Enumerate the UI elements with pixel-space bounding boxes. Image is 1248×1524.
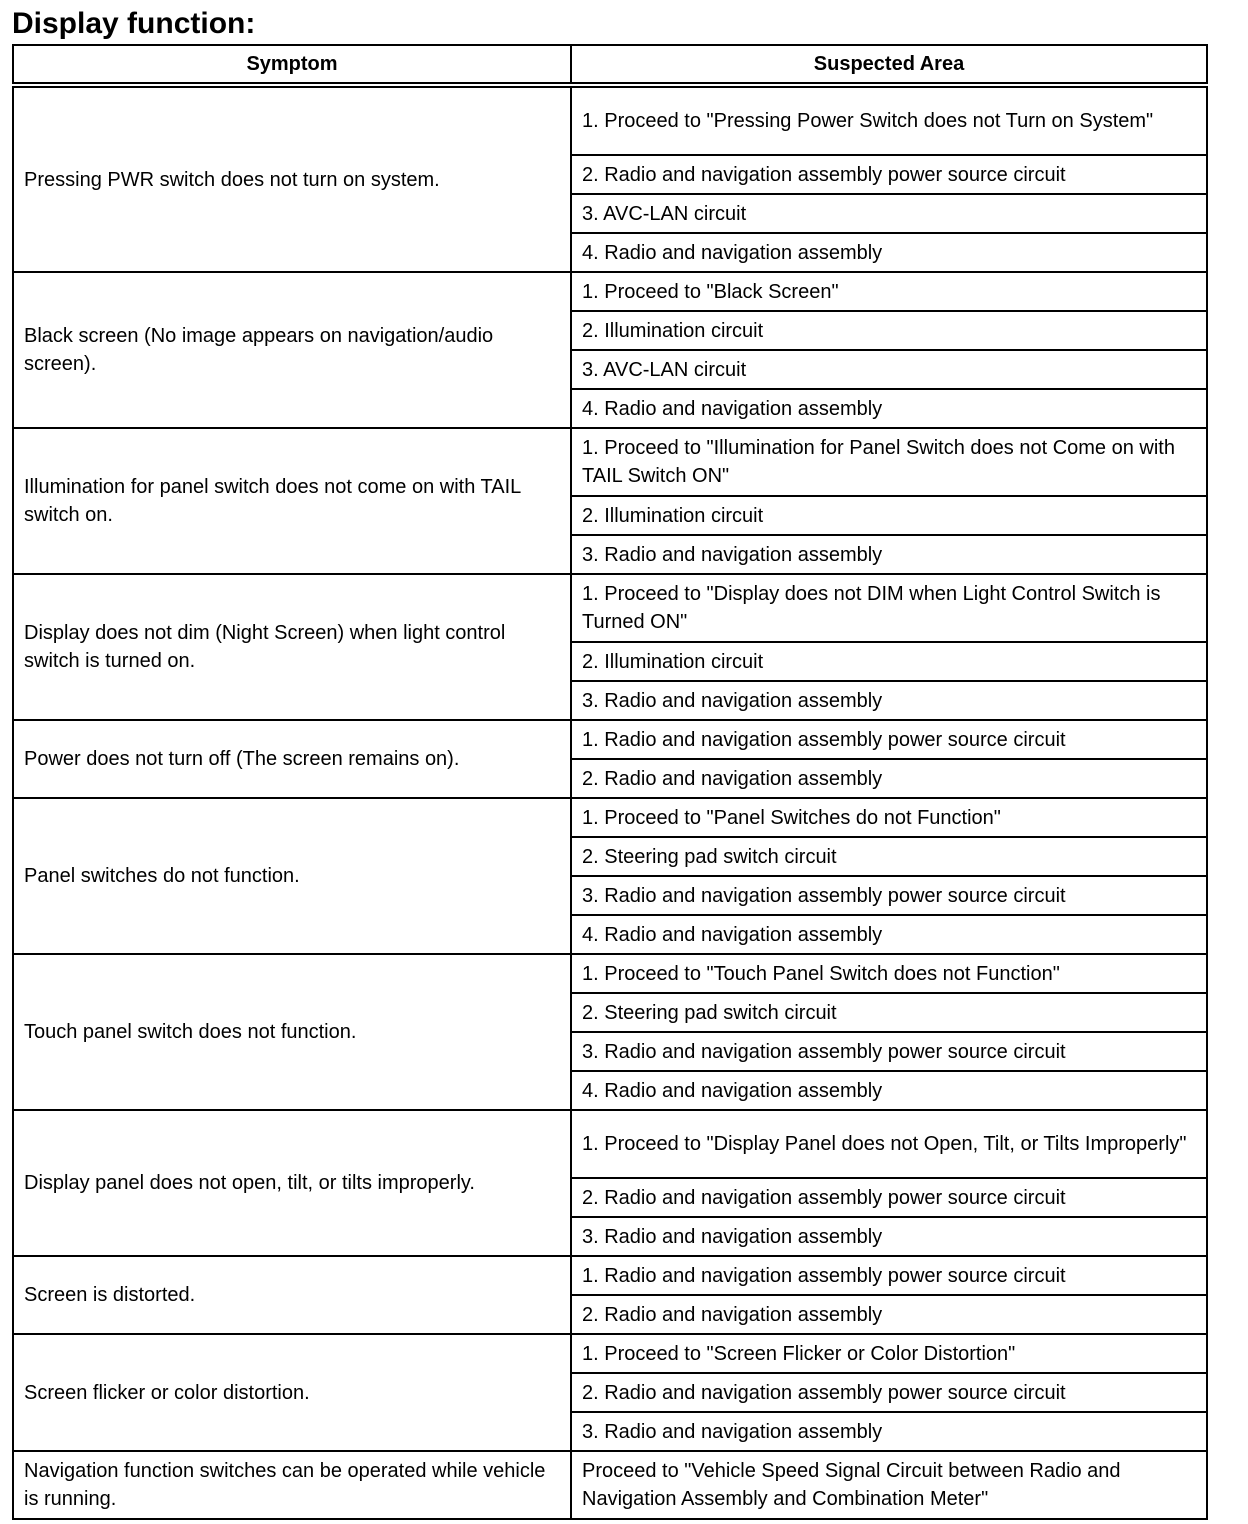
table-header-row (13, 45, 1207, 85)
suspected-area-cell: 3. AVC-LAN circuit (571, 350, 1207, 389)
suspected-area-cell: 3. Radio and navigation assembly (571, 681, 1207, 720)
symptom-cell: Pressing PWR switch does not turn on system. (13, 85, 571, 272)
symptom-cell: Navigation function switches can be operated while vehicle is running. (13, 1451, 571, 1519)
suspected-area-cell: 2. Radio and navigation assembly power source circuit (571, 1178, 1207, 1217)
suspected-area-cell: 1. Radio and navigation assembly power source circuit (571, 720, 1207, 759)
suspected-area-cell: 2. Illumination circuit (571, 311, 1207, 350)
table-row (13, 720, 1207, 759)
table-row (13, 272, 1207, 311)
symptom-cell: Screen is distorted. (13, 1256, 571, 1334)
suspected-area-cell: 3. Radio and navigation assembly power source circuit (571, 1032, 1207, 1071)
suspected-area-cell: 3. Radio and navigation assembly (571, 1412, 1207, 1451)
suspected-area-cell: 2. Illumination circuit (571, 496, 1207, 535)
table-body (13, 85, 1207, 1519)
suspected-area-cell: 2. Steering pad switch circuit (571, 837, 1207, 876)
suspected-area-cell: 1. Proceed to "Display does not DIM when Light Control Switch is Turned ON" (571, 574, 1207, 642)
suspected-area-cell: 1. Proceed to "Display Panel does not Open, Tilt, or Tilts Improperly" (571, 1110, 1207, 1178)
suspected-area-cell: 2. Radio and navigation assembly (571, 759, 1207, 798)
table-row (13, 85, 1207, 155)
suspected-area-cell: 4. Radio and navigation assembly (571, 915, 1207, 954)
table-row (13, 1110, 1207, 1178)
symptom-cell: Touch panel switch does not function. (13, 954, 571, 1110)
suspected-area-cell: 4. Radio and navigation assembly (571, 389, 1207, 428)
symptom-cell: Display does not dim (Night Screen) when light control switch is turned on. (13, 574, 571, 720)
suspected-area-cell: 3. Radio and navigation assembly (571, 1217, 1207, 1256)
symptom-cell: Power does not turn off (The screen remains on). (13, 720, 571, 798)
symptom-cell: Display panel does not open, tilt, or tilts improperly. (13, 1110, 571, 1256)
suspected-area-cell: 1. Proceed to "Panel Switches do not Function" (571, 798, 1207, 837)
table-row (13, 1334, 1207, 1373)
symptom-cell: Screen flicker or color distortion. (13, 1334, 571, 1451)
symptom-cell: Illumination for panel switch does not come on with TAIL switch on. (13, 428, 571, 574)
suspected-area-cell: 1. Proceed to "Illumination for Panel Switch does not Come on with TAIL Switch ON" (571, 428, 1207, 496)
suspected-area-cell: 1. Proceed to "Black Screen" (571, 272, 1207, 311)
suspected-area-cell: 4. Radio and navigation assembly (571, 1071, 1207, 1110)
suspected-area-cell: 2. Radio and navigation assembly power source circuit (571, 155, 1207, 194)
suspected-area-cell: 2. Illumination circuit (571, 642, 1207, 681)
suspected-area-cell: 1. Radio and navigation assembly power source circuit (571, 1256, 1207, 1295)
table-row (13, 954, 1207, 993)
table-row (13, 574, 1207, 642)
suspected-area-cell: 2. Radio and navigation assembly (571, 1295, 1207, 1334)
suspected-area-cell: 4. Radio and navigation assembly (571, 233, 1207, 272)
suspected-area-cell: 2. Steering pad switch circuit (571, 993, 1207, 1032)
suspected-area-cell: 1. Proceed to "Pressing Power Switch does not Turn on System" (571, 85, 1207, 155)
table-row (13, 798, 1207, 837)
table-row (13, 1256, 1207, 1295)
suspected-area-cell: 3. Radio and navigation assembly power source circuit (571, 876, 1207, 915)
suspected-area-cell: 2. Radio and navigation assembly power source circuit (571, 1373, 1207, 1412)
symptom-column-header: Symptom (13, 45, 571, 85)
suspected-area-column-header: Suspected Area (571, 45, 1207, 85)
table-row (13, 1451, 1207, 1519)
suspected-area-cell: 1. Proceed to "Touch Panel Switch does not Function" (571, 954, 1207, 993)
symptom-cell: Panel switches do not function. (13, 798, 571, 954)
suspected-area-cell: Proceed to "Vehicle Speed Signal Circuit between Radio and Navigation Assembly and Combination Meter" (571, 1451, 1207, 1519)
page-title: Display function: (12, 7, 256, 40)
table-row (13, 428, 1207, 496)
suspected-area-cell: 3. Radio and navigation assembly (571, 535, 1207, 574)
symptom-cell: Black screen (No image appears on navigation/audio screen). (13, 272, 571, 428)
symptom-table (12, 44, 1208, 1520)
suspected-area-cell: 1. Proceed to "Screen Flicker or Color Distortion" (571, 1334, 1207, 1373)
suspected-area-cell: 3. AVC-LAN circuit (571, 194, 1207, 233)
